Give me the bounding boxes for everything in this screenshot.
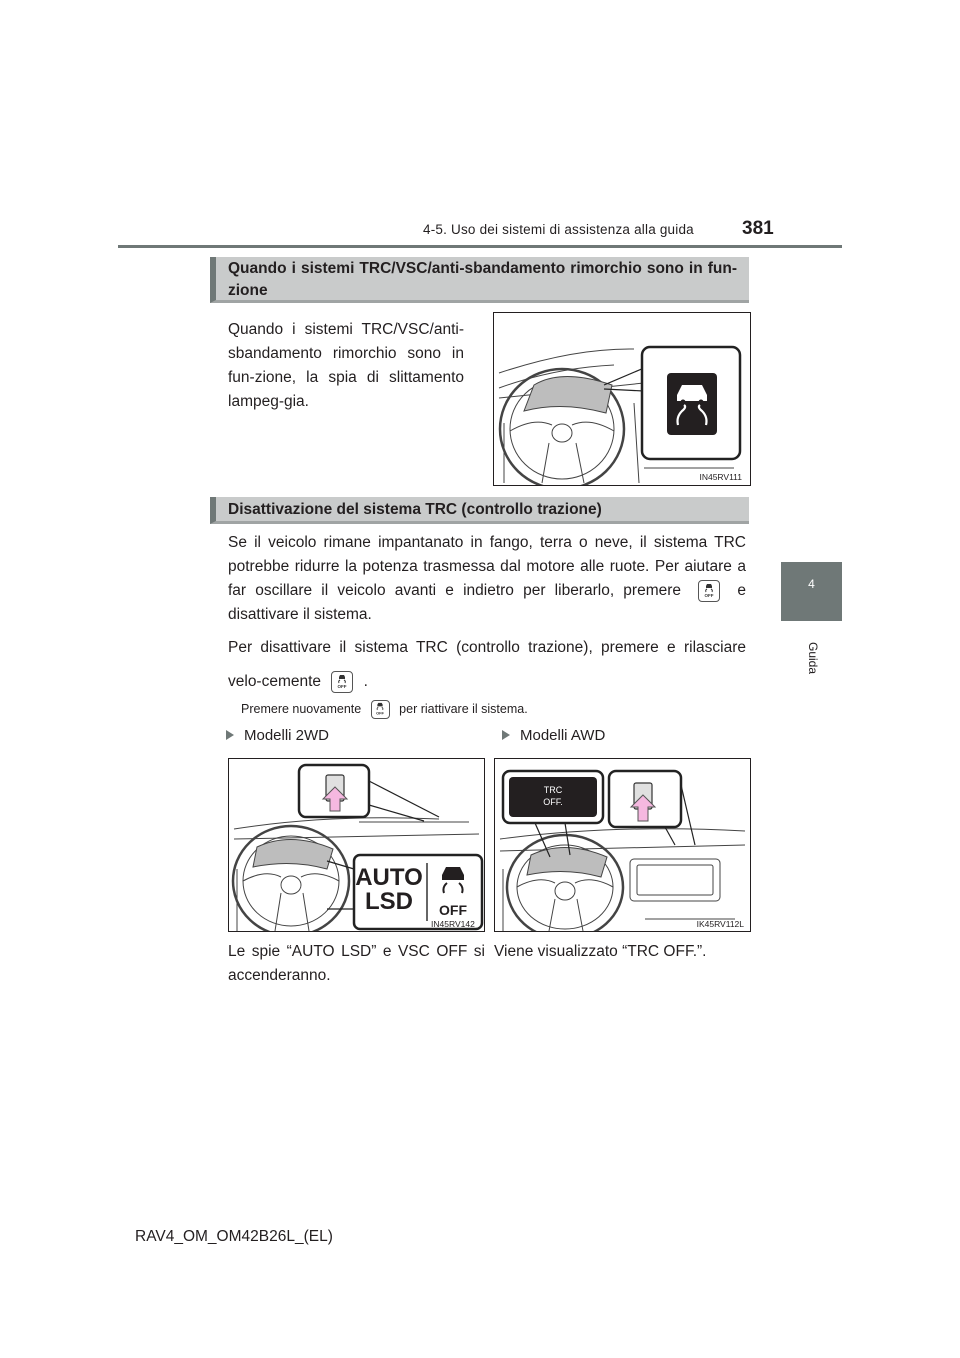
header-rule <box>118 245 842 248</box>
chapter-label: Guida <box>806 641 820 675</box>
trc-off-display-line2: OFF. <box>543 797 563 807</box>
section2-para1 <box>228 531 746 627</box>
para2-text-a: Per disattivare il sistema TRC (controllo trazione), premere e rilasciare velo-cemente <box>228 639 746 690</box>
section-title-1-line1: Quando i sistemi TRC/VSC/anti-sbandamento rimorchio sono in fun- <box>228 260 737 277</box>
chapter-tab <box>781 562 842 621</box>
section2-para2 <box>228 631 746 699</box>
caption-2wd: Le spie “AUTO LSD” e VSC OFF si accenderanno. <box>228 943 485 984</box>
trc-off-button-icon <box>698 580 720 602</box>
figure-code: IN45RV111 <box>699 472 742 482</box>
section-title-2: Disattivazione del sistema TRC (controllo trazione) <box>210 497 749 524</box>
button-off-label: OFF <box>704 592 714 598</box>
page-number: 381 <box>742 218 774 239</box>
caption-awd: Viene visualizzato “TRC OFF.”. <box>494 943 707 960</box>
arrow-bullet-icon <box>226 730 234 740</box>
section-title-1-line2: zione <box>228 282 268 299</box>
model-label-awd: Modelli AWD <box>502 727 605 744</box>
note-text-b: per riattivare il sistema. <box>399 701 528 716</box>
section-title-1 <box>210 257 749 303</box>
figure-code: IK45RV112L <box>696 919 744 929</box>
note-text-a: Premere nuovamente <box>241 701 362 716</box>
section-header: 4-5. Uso dei sistemi di assistenza alla guida <box>423 222 694 237</box>
figure-awd <box>494 758 751 932</box>
auto-lsd-indicator-line1: AUTO <box>355 864 423 891</box>
trc-off-display-line1: TRC <box>543 785 563 795</box>
trc-off-button-icon <box>371 700 390 719</box>
model-label-2wd: Modelli 2WD <box>226 727 329 744</box>
document-footer: RAV4_OM_OM42B26L_(EL) <box>135 1228 333 1245</box>
button-off-label: OFF <box>337 683 347 689</box>
para1-text-b: e disattivare il sistema. <box>228 582 747 623</box>
figure-slip-indicator <box>493 312 751 486</box>
auto-lsd-indicator-line2: LSD <box>365 888 413 915</box>
slip-indicator-icon <box>667 373 717 435</box>
trc-off-button-icon <box>331 671 353 693</box>
dashboard-illustration <box>494 313 751 486</box>
dashboard-2wd-illustration <box>229 759 485 932</box>
dashboard-awd-illustration <box>495 759 751 932</box>
para1-text-a: Se il veicolo rimane impantanato in fango, terra o neve, il sistema TRC potrebbe ridurre la potenza trasmessa dal motore alle ruote. Per aiutare a far oscillare il veicolo avanti e indietro per liberarlo, premere <box>228 534 746 599</box>
figure-code: IN45RV142 <box>431 919 475 929</box>
arrow-bullet-icon <box>502 730 510 740</box>
button-off-label: OFF <box>375 710 384 716</box>
section1-body: Quando i sistemi TRC/VSC/anti-sbandamento rimorchio sono in fun-zione, la spia di slittamento lampeg-gia. <box>228 321 464 410</box>
section2-note <box>241 700 751 719</box>
vsc-off-label: OFF <box>439 902 467 918</box>
figure-2wd <box>228 758 485 932</box>
chapter-number: 4 <box>808 577 815 591</box>
para2-text-b: . <box>363 673 368 690</box>
